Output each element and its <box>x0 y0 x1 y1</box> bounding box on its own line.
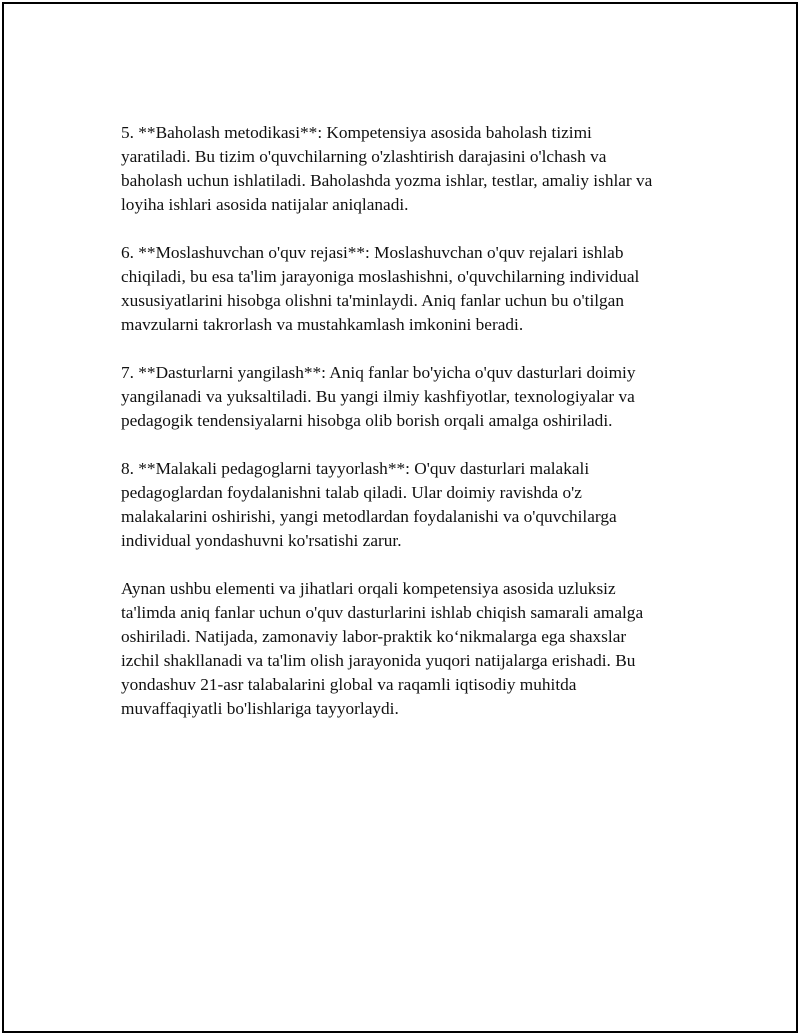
text-line: individual yondashuvni ko'rsatishi zarur. <box>121 531 402 550</box>
paragraph-malakali-pedagoglarni-tayyorlash <box>121 457 696 553</box>
text-line: chiqiladi, bu esa ta'lim jarayoniga moslashishni, o'quvchilarning individual <box>121 267 640 286</box>
document-body <box>121 121 696 745</box>
text-line: yaratiladi. Bu tizim o'quvchilarning o'zlashtirish darajasini o'lchash va <box>121 147 607 166</box>
text-line: 8. **Malakali pedagoglarni tayyorlash**: O'quv dasturlari malakali <box>121 459 590 478</box>
text-line: 6. **Moslashuvchan o'quv rejasi**: Moslashuvchan o'quv rejalari ishlab <box>121 243 624 262</box>
page-frame <box>2 2 798 1033</box>
text-line: malakalarini oshirishi, yangi metodlardan foydalanishi va o'quvchilarga <box>121 507 617 526</box>
paragraph-dasturlarni-yangilash <box>121 361 696 433</box>
text-line: ta'limda aniq fanlar uchun o'quv dasturlarini ishlab chiqish samarali amalga <box>121 603 644 622</box>
text-line: oshiriladi. Natijada, zamonaviy labor-praktik ko‘nikmalarga ega shaxslar <box>121 627 627 646</box>
text-line: pedagoglardan foydalanishni talab qiladi. Ular doimiy ravishda o'z <box>121 483 582 502</box>
text-line: izchil shakllanadi va ta'lim olish jarayonida yuqori natijalarga erishadi. Bu <box>121 651 636 670</box>
text-line: pedagogik tendensiyalarni hisobga olib borish orqali amalga oshiriladi. <box>121 411 613 430</box>
text-line: 5. **Baholash metodikasi**: Kompetensiya asosida baholash tizimi <box>121 123 592 142</box>
paragraph-conclusion <box>121 577 696 721</box>
text-line: yangilanadi va yuksaltiladi. Bu yangi ilmiy kashfiyotlar, texnologiyalar va <box>121 387 635 406</box>
text-line: loyiha ishlari asosida natijalar aniqlanadi. <box>121 195 409 214</box>
text-line: Aynan ushbu elementi va jihatlari orqali kompetensiya asosida uzluksiz <box>121 579 616 598</box>
text-line: 7. **Dasturlarni yangilash**: Aniq fanlar bo'yicha o'quv dasturlari doimiy <box>121 363 636 382</box>
paragraph-moslashuvchan-oquv-rejasi <box>121 241 696 337</box>
text-line: muvaffaqiyatli bo'lishlariga tayyorlaydi. <box>121 699 399 718</box>
text-line: yondashuv 21-asr talabalarini global va raqamli iqtisodiy muhitda <box>121 675 577 694</box>
paragraph-baholash-metodikasi <box>121 121 696 217</box>
text-line: baholash uchun ishlatiladi. Baholashda yozma ishlar, testlar, amaliy ishlar va <box>121 171 653 190</box>
text-line: xususiyatlarini hisobga olishni ta'minlaydi. Aniq fanlar uchun bu o'tilgan <box>121 291 624 310</box>
text-line: mavzularni takrorlash va mustahkamlash imkonini beradi. <box>121 315 524 334</box>
